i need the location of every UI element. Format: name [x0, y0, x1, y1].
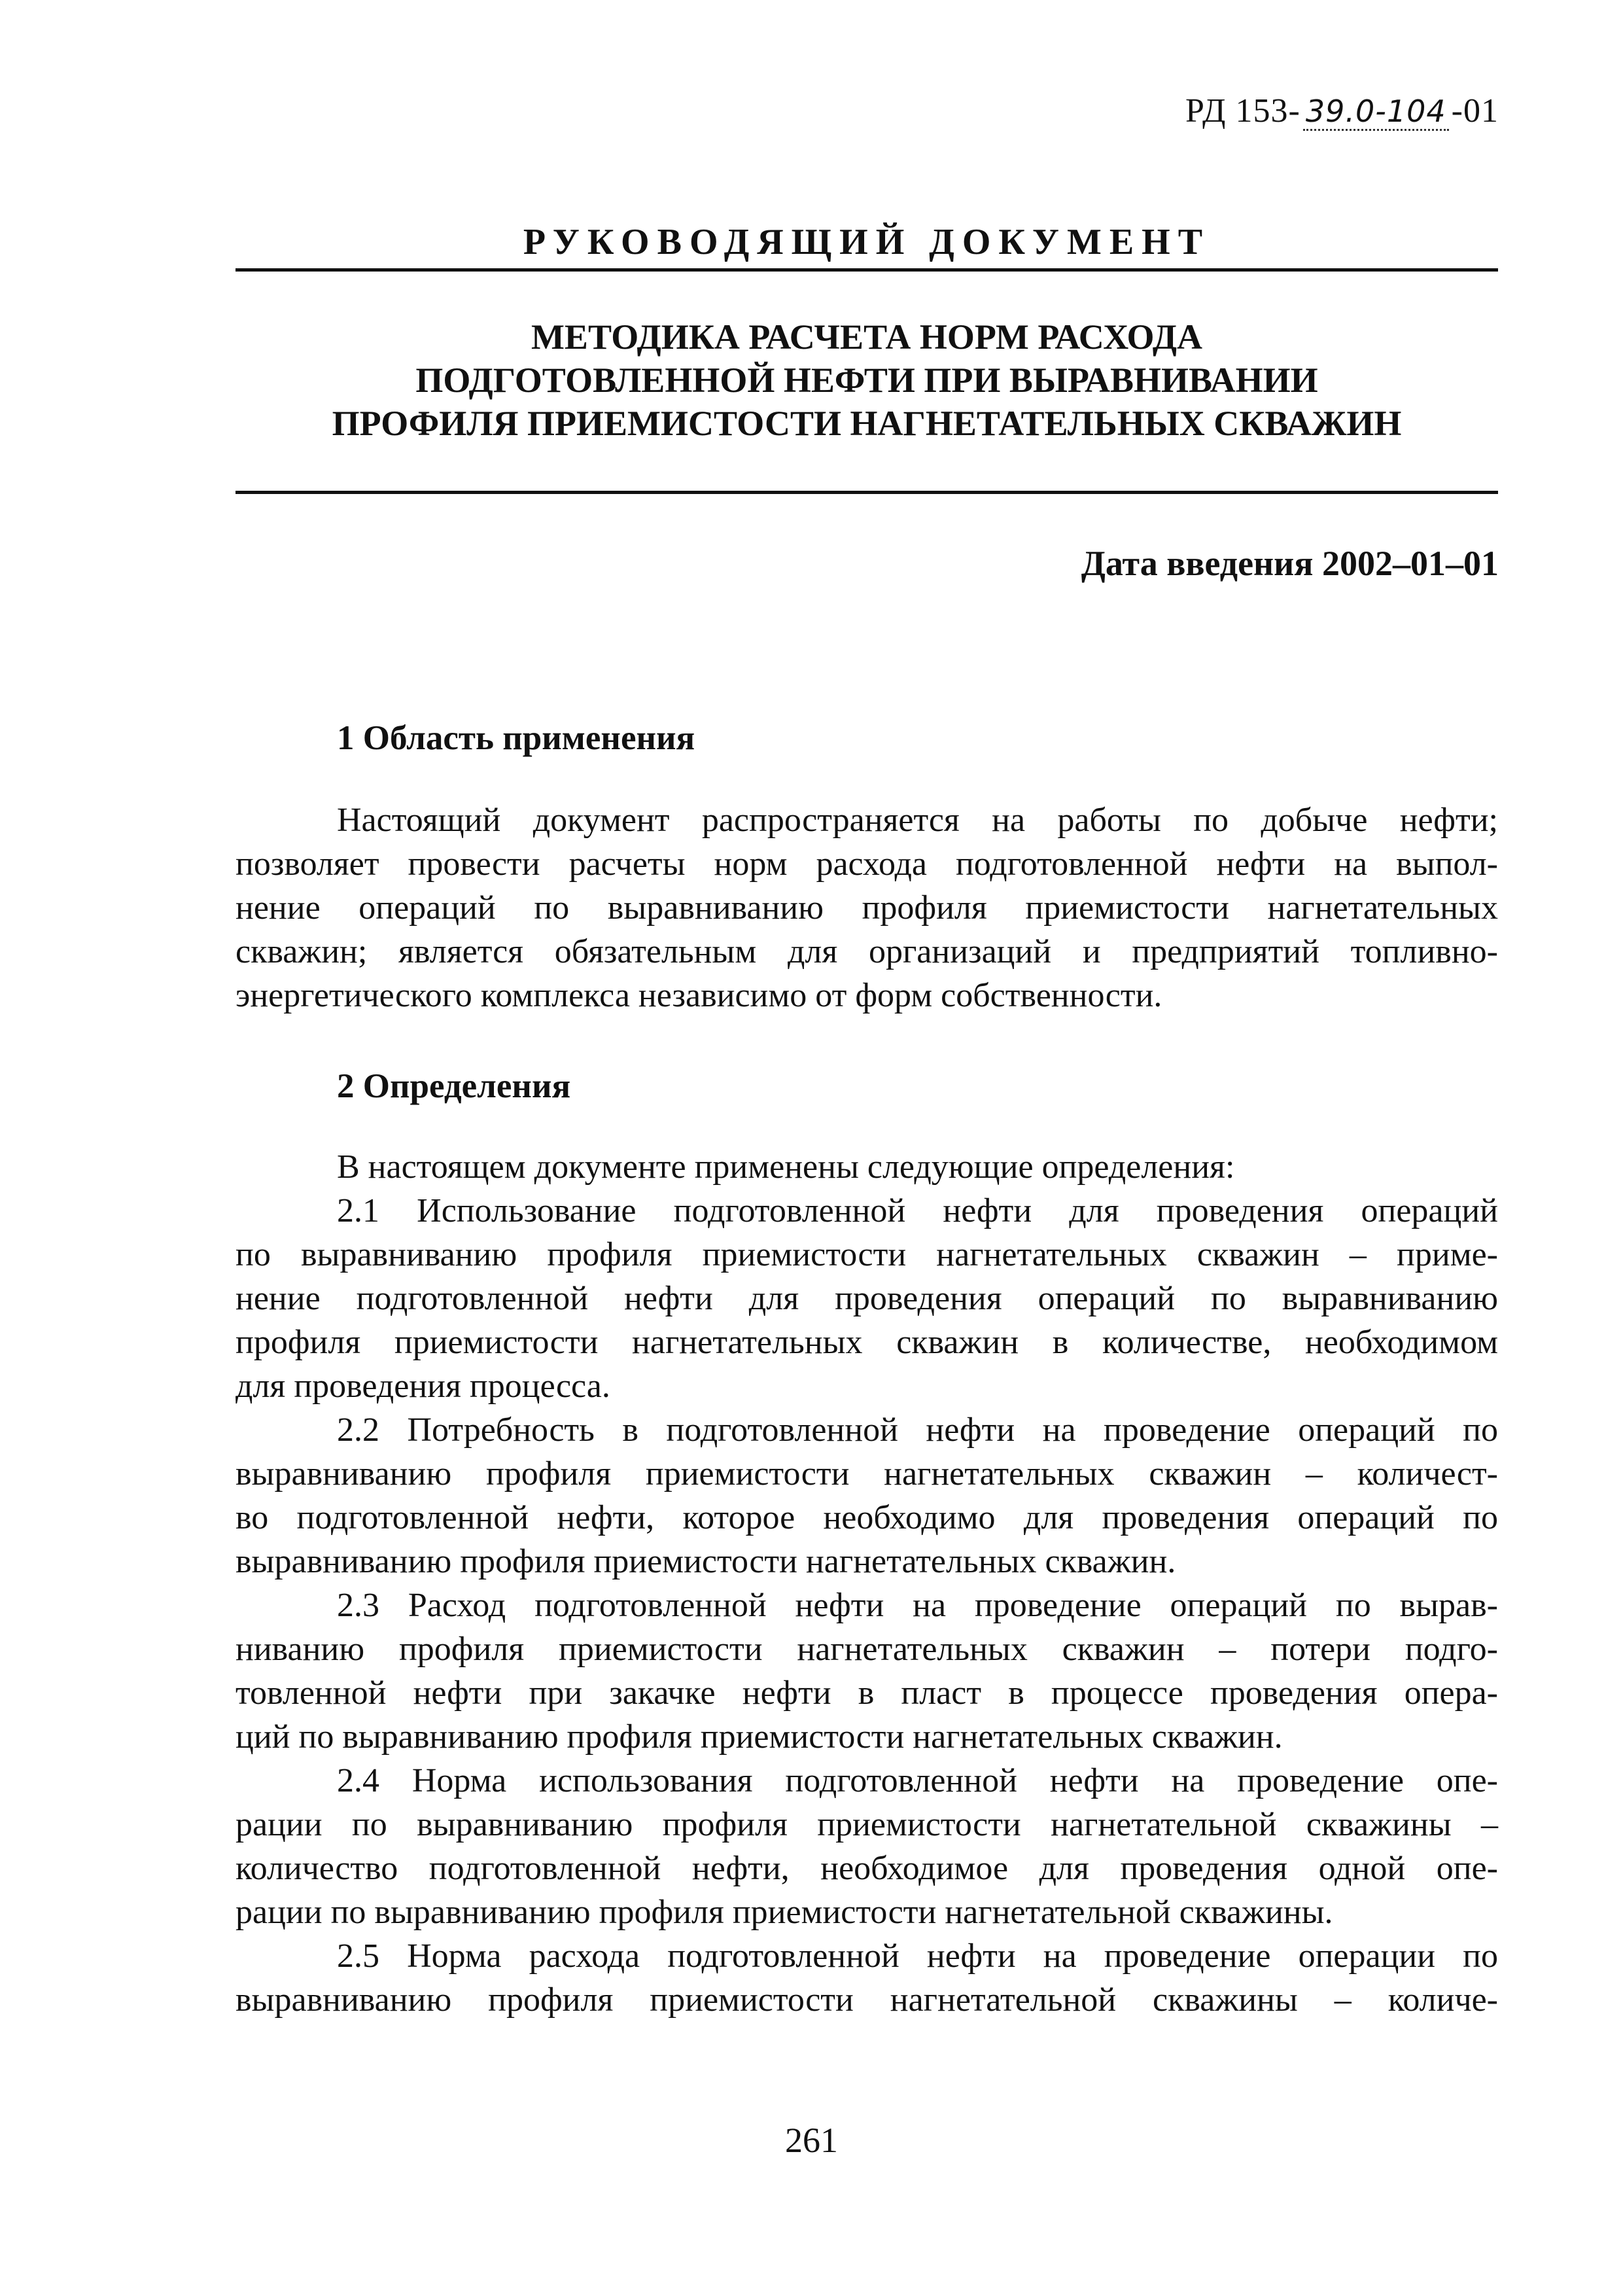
paragraph-line: профиля приемистости нагнетательных скважин в количестве, необходимом [236, 1324, 1498, 1361]
paragraph-line: по выравниванию профиля приемистости нагнетательных скважин – приме- [236, 1236, 1498, 1273]
paragraph-line: рации по выравниванию профиля приемистости нагнетательной скважины. [236, 1894, 1333, 1931]
paragraph-line: выравниванию профиля приемистости нагнетательной скважины – количе- [236, 1981, 1498, 2019]
paragraph-line: 2.5 Норма расхода подготовленной нефти на проведение операции по [337, 1937, 1498, 1975]
document-type-heading: РУКОВОДЯЩИЙ ДОКУМЕНТ [523, 222, 1211, 262]
paragraph-line: количество подготовленной нефти, необходимое для проведения одной опе- [236, 1850, 1498, 1887]
section-1-heading: 1 Область применения [337, 719, 695, 757]
paragraph-line: нение подготовленной нефти для проведения операций по выравниванию [236, 1280, 1498, 1317]
document-code-suffix: -01 [1451, 92, 1499, 130]
introduction-date: Дата введения 2002–01–01 [1081, 544, 1499, 583]
title-line: ПОДГОТОВЛЕННОЙ НЕФТИ ПРИ ВЫРАВНИВАНИИ [415, 361, 1318, 400]
paragraph-line: 2.1 Использование подготовленной нефти для проведения операций [337, 1192, 1498, 1229]
paragraph-line: энергетического комплекса независимо от форм собственности. [236, 977, 1162, 1014]
paragraph-line: скважин; является обязательным для организаций и предприятий топливно- [236, 933, 1498, 970]
section-2-heading: 2 Определения [337, 1067, 571, 1105]
document-code-handwritten: 39.0-104 [1303, 94, 1449, 131]
section-1-body [236, 798, 1498, 1017]
paragraph-line: ниванию профиля приемистости нагнетательных скважин – потери подго- [236, 1631, 1498, 1668]
title-line: МЕТОДИКА РАСЧЕТА НОРМ РАСХОДА [531, 317, 1203, 357]
paragraph-line: рации по выравниванию профиля приемистости нагнетательной скважины – [236, 1806, 1498, 1843]
document-code [1185, 92, 1499, 131]
title-line: ПРОФИЛЯ ПРИЕМИСТОСТИ НАГНЕТАТЕЛЬНЫХ СКВАЖИН [332, 404, 1402, 443]
document-code-prefix: РД 153- [1185, 92, 1300, 130]
paragraph-line: 2.2 Потребность в подготовленной нефти на проведение операций по [337, 1411, 1498, 1449]
paragraph-line: 2.4 Норма использования подготовленной нефти на проведение опе- [337, 1762, 1498, 1799]
paragraph-line: для проведения процесса. [236, 1368, 610, 1405]
paragraph-line: Настоящий документ распространяется на работы по добыче нефти; [337, 802, 1498, 839]
paragraph-line: нение операций по выравниванию профиля приемистости нагнетательных [236, 889, 1498, 927]
section-2-body [236, 1145, 1498, 2022]
paragraph-line: 2.3 Расход подготовленной нефти на проведение операций по вырав- [337, 1587, 1498, 1624]
page-number: 261 [785, 2121, 838, 2160]
paragraph-line: позволяет провести расчеты норм расхода подготовленной нефти на выпол- [236, 845, 1498, 883]
paragraph-line: во подготовленной нефти, которое необходимо для проведения операций по [236, 1499, 1498, 1536]
paragraph-line: товленной нефти при закачке нефти в пласт в процессе проведения опера- [236, 1674, 1498, 1712]
paragraph-line: выравниванию профиля приемистости нагнетательных скважин – количест- [236, 1455, 1498, 1492]
paragraph-line: выравниванию профиля приемистости нагнетательных скважин. [236, 1543, 1176, 1580]
document-title [236, 315, 1498, 445]
top-divider [236, 268, 1498, 272]
paragraph-line: В настоящем документе применены следующие определения: [337, 1148, 1235, 1186]
paragraph-line: ций по выравниванию профиля приемистости нагнетательных скважин. [236, 1718, 1283, 1756]
bottom-divider [236, 491, 1498, 494]
